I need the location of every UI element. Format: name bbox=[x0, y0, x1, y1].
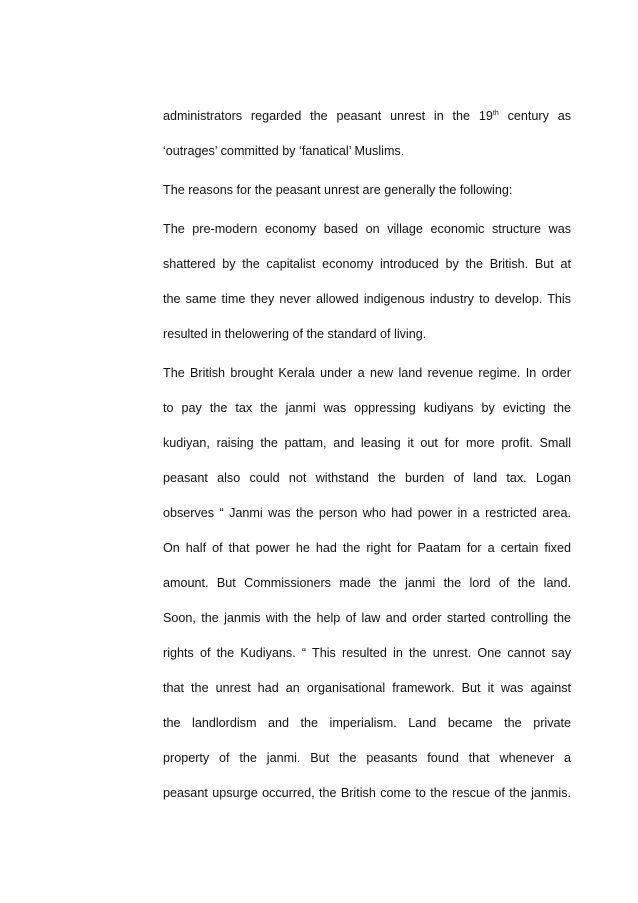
text-line: rights of the Kudiyans. “ This resulted in the unrest. One cannot say bbox=[163, 646, 571, 660]
text-line: amount. But Commissioners made the janmi the lord of the land. bbox=[163, 576, 571, 590]
text-line: to pay the tax the janmi was oppressing kudiyans by evicting the bbox=[163, 401, 571, 415]
superscript: th bbox=[492, 110, 499, 117]
text-line: Soon, the janmis with the help of law and order started controlling the bbox=[163, 611, 571, 625]
text-line: the same time they never allowed indigenous industry to develop. This bbox=[163, 292, 571, 306]
text-line: kudiyan, raising the pattam, and leasing it out for more profit. Small bbox=[163, 436, 571, 450]
text-line: shattered by the capitalist economy introduced by the British. But at bbox=[163, 257, 571, 271]
text-line: The reasons for the peasant unrest are generally the following: bbox=[163, 183, 513, 197]
text-line: observes “ Janmi was the person who had power in a restricted area. bbox=[163, 506, 571, 520]
text-line: administrators regarded the peasant unrest in the 19th century as bbox=[163, 109, 571, 123]
text-line: resulted in thelowering of the standard of living. bbox=[163, 327, 427, 341]
text-line: peasant also could not withstand the burden of land tax. Logan bbox=[163, 471, 571, 485]
text-line: ‘outrages’ committed by ‘fanatical’ Muslims. bbox=[163, 144, 405, 158]
text-line: The pre-modern economy based on village economic structure was bbox=[163, 222, 571, 236]
text-line: peasant upsurge occurred, the British come to the rescue of the janmis. bbox=[163, 786, 571, 800]
text-line: the landlordism and the imperialism. Land became the private bbox=[163, 716, 571, 730]
text-line: On half of that power he had the right for Paatam for a certain fixed bbox=[163, 541, 571, 555]
text-line: that the unrest had an organisational framework. But it was against bbox=[163, 681, 571, 695]
document-body bbox=[163, 104, 571, 816]
text-line: property of the janmi. But the peasants found that whenever a bbox=[163, 751, 571, 765]
text-line: The British brought Kerala under a new land revenue regime. In order bbox=[163, 366, 571, 380]
